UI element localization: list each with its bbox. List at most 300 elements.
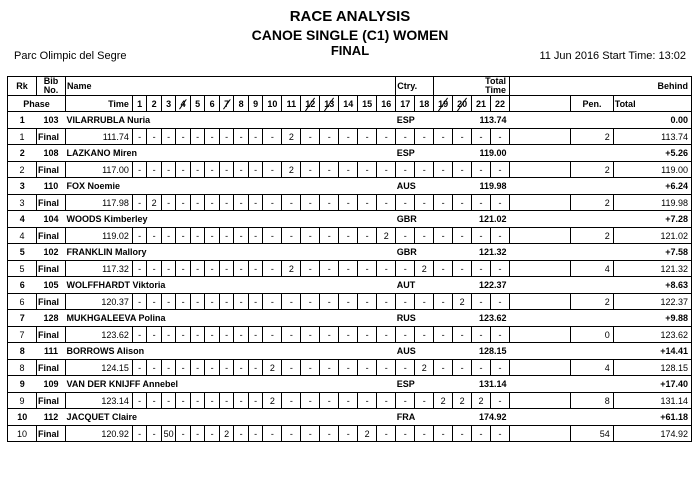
- run-row: [8, 426, 692, 442]
- athlete-rank: 1: [8, 112, 37, 129]
- run-total: 121.02: [613, 228, 691, 244]
- gate-penalty: 2: [282, 162, 301, 178]
- run-phase: Final: [37, 129, 66, 145]
- gate-penalty: -: [176, 327, 191, 343]
- gate-penalty: -: [282, 228, 301, 244]
- gate-penalty: -: [472, 360, 491, 376]
- gate-penalty: -: [132, 129, 147, 145]
- gate-penalty: -: [234, 327, 249, 343]
- gate-penalty: -: [434, 162, 453, 178]
- gate-penalty: -: [219, 162, 234, 178]
- athlete-behind: +6.24: [510, 178, 692, 195]
- gate-penalty: -: [339, 228, 358, 244]
- run-time: 117.32: [66, 261, 133, 277]
- gate-penalty: -: [358, 129, 377, 145]
- gate-3-header: 3: [161, 96, 176, 112]
- run-rank: 10: [8, 426, 37, 442]
- run-row: [8, 393, 692, 409]
- gate-penalty: -: [219, 393, 234, 409]
- gate-13-header: 13: [320, 96, 339, 112]
- gate-penalty: -: [396, 129, 415, 145]
- gate-penalty: -: [147, 327, 162, 343]
- gate-penalty: 2: [453, 393, 472, 409]
- run-row: [8, 360, 692, 376]
- gate-penalty: -: [176, 393, 191, 409]
- run-total: 122.37: [613, 294, 691, 310]
- results-body: [8, 112, 692, 442]
- athlete-row: [8, 376, 692, 393]
- run-rank: 8: [8, 360, 37, 376]
- gate-penalty: -: [147, 360, 162, 376]
- athlete-country: GBR: [396, 247, 417, 257]
- run-total: 123.62: [613, 327, 691, 343]
- gate-penalty: -: [396, 195, 415, 211]
- gate-penalty: -: [339, 294, 358, 310]
- gate-penalty: -: [248, 426, 263, 442]
- run-phase: Final: [37, 393, 66, 409]
- athlete-name: BORROWS Alison: [66, 346, 145, 356]
- gate-penalty: -: [301, 327, 320, 343]
- athlete-country: RUS: [396, 313, 416, 323]
- gate-penalty: -: [190, 327, 205, 343]
- gate-penalty: -: [263, 294, 282, 310]
- athlete-bib: 102: [43, 247, 59, 257]
- gate-penalty: 2: [472, 393, 491, 409]
- run-time: 124.15: [66, 360, 133, 376]
- event-name: CANOE SINGLE (C1) WOMEN: [251, 27, 449, 43]
- gate-penalty: -: [234, 426, 249, 442]
- gate-penalty: -: [491, 261, 510, 277]
- athlete-bib: 103: [43, 115, 59, 125]
- gate-18-header: 18: [415, 96, 434, 112]
- athlete-name: FOX Noemie: [66, 181, 121, 191]
- col-bib: Bib No.: [37, 77, 66, 96]
- athlete-rank: 4: [8, 211, 37, 228]
- athlete-bib: 108: [43, 148, 59, 158]
- run-total: 174.92: [613, 426, 691, 442]
- gate-penalty: -: [472, 327, 491, 343]
- athlete-rank: 5: [8, 244, 37, 261]
- gate-penalty: -: [453, 195, 472, 211]
- athlete-name: MUKHGALEEVA Polina: [66, 313, 166, 323]
- athlete-behind: +7.58: [510, 244, 692, 261]
- gate-penalty: -: [472, 162, 491, 178]
- athlete-behind: +7.28: [510, 211, 692, 228]
- run-spacer: [510, 162, 571, 178]
- gate-penalty: -: [282, 426, 301, 442]
- gate-penalty: -: [301, 360, 320, 376]
- gate-penalty: -: [339, 360, 358, 376]
- gate-penalty: -: [396, 327, 415, 343]
- run-spacer: [510, 327, 571, 343]
- gate-10-header: 10: [263, 96, 282, 112]
- gate-penalty: -: [282, 195, 301, 211]
- gate-penalty: -: [358, 228, 377, 244]
- gate-penalty: -: [190, 294, 205, 310]
- run-spacer: [510, 393, 571, 409]
- run-row: [8, 261, 692, 277]
- athlete-total-time: 123.62: [478, 313, 507, 323]
- gate-penalty: -: [132, 261, 147, 277]
- athlete-row: [8, 277, 692, 294]
- gate-penalty: -: [396, 162, 415, 178]
- gate-penalty: -: [161, 228, 176, 244]
- run-spacer: [510, 195, 571, 211]
- run-row: [8, 327, 692, 343]
- run-time: 119.02: [66, 228, 133, 244]
- header-row-2: [8, 96, 692, 112]
- run-phase: Final: [37, 294, 66, 310]
- gate-20-header: 20: [453, 96, 472, 112]
- gate-penalty: -: [234, 162, 249, 178]
- gate-penalty: -: [472, 426, 491, 442]
- gate-penalty: -: [161, 261, 176, 277]
- gate-penalty: 2: [282, 261, 301, 277]
- gate-penalty: -: [161, 393, 176, 409]
- gate-penalty: -: [453, 162, 472, 178]
- run-row: [8, 228, 692, 244]
- gate-penalty: 2: [219, 426, 234, 442]
- gate-2-header: 2: [147, 96, 162, 112]
- gate-penalty: -: [282, 294, 301, 310]
- gate-penalty: -: [205, 195, 220, 211]
- gate-penalty: -: [377, 360, 396, 376]
- gate-penalty: -: [176, 294, 191, 310]
- gate-penalty: -: [263, 426, 282, 442]
- gate-penalty: -: [176, 228, 191, 244]
- athlete-country: ESP: [396, 379, 415, 389]
- gate-penalty: -: [396, 426, 415, 442]
- athlete-rank: 6: [8, 277, 37, 294]
- gate-penalty: -: [301, 294, 320, 310]
- athlete-rank: 2: [8, 145, 37, 162]
- gate-6-header: 6: [205, 96, 220, 112]
- gate-penalty: -: [320, 228, 339, 244]
- gate-penalty: -: [434, 228, 453, 244]
- gate-penalty: -: [248, 228, 263, 244]
- gate-4-header: 4: [176, 96, 191, 112]
- run-rank: 5: [8, 261, 37, 277]
- run-time: 117.00: [66, 162, 133, 178]
- gate-penalty: -: [301, 261, 320, 277]
- gate-penalty: -: [176, 162, 191, 178]
- gate-penalty: -: [248, 360, 263, 376]
- gate-penalty: 2: [358, 426, 377, 442]
- gate-penalty: -: [161, 195, 176, 211]
- gate-penalty: -: [415, 129, 434, 145]
- gate-penalty: -: [377, 294, 396, 310]
- gate-penalty: -: [282, 393, 301, 409]
- run-total: 128.15: [613, 360, 691, 376]
- athlete-row: [8, 409, 692, 426]
- header-row-1: [8, 77, 692, 96]
- gate-penalty: -: [263, 195, 282, 211]
- gate-penalty: -: [320, 426, 339, 442]
- run-spacer: [510, 294, 571, 310]
- gate-penalty: -: [320, 195, 339, 211]
- gate-penalty: -: [190, 129, 205, 145]
- gate-1-header: 1: [132, 96, 147, 112]
- athlete-country: AUT: [396, 280, 416, 290]
- gate-penalty: -: [453, 327, 472, 343]
- run-penalty-total: 8: [571, 393, 613, 409]
- athlete-total-time: 113.74: [479, 115, 507, 125]
- gate-penalty: -: [339, 261, 358, 277]
- gate-penalty: -: [248, 261, 263, 277]
- gate-penalty: -: [205, 294, 220, 310]
- athlete-name: VAN DER KNIJFF Annebel: [66, 379, 179, 389]
- gate-penalty: -: [377, 261, 396, 277]
- gate-penalty: -: [263, 129, 282, 145]
- gate-penalty: -: [282, 360, 301, 376]
- col-rk: Rk: [8, 77, 37, 96]
- gate-penalty: -: [339, 393, 358, 409]
- gate-penalty: -: [132, 327, 147, 343]
- gate-penalty: -: [491, 393, 510, 409]
- athlete-row: [8, 244, 692, 261]
- run-time: 111.74: [66, 129, 133, 145]
- gate-11-header: 11: [282, 96, 301, 112]
- run-penalty-total: 54: [571, 426, 613, 442]
- gate-penalty: -: [377, 162, 396, 178]
- gate-penalty: -: [147, 261, 162, 277]
- run-rank: 4: [8, 228, 37, 244]
- run-phase: Final: [37, 162, 66, 178]
- run-penalty-total: 2: [571, 294, 613, 310]
- gate-penalty: -: [339, 129, 358, 145]
- gate-penalty: -: [434, 294, 453, 310]
- gate-penalty: -: [396, 294, 415, 310]
- gate-15-header: 15: [358, 96, 377, 112]
- gate-penalty: -: [358, 195, 377, 211]
- gate-penalty: -: [472, 129, 491, 145]
- gate-penalty: -: [263, 228, 282, 244]
- gate-penalty: -: [205, 327, 220, 343]
- gate-penalty: -: [190, 261, 205, 277]
- col-time: Time: [66, 96, 133, 112]
- run-spacer: [510, 360, 571, 376]
- run-phase: Final: [37, 327, 66, 343]
- gate-penalty: -: [301, 426, 320, 442]
- gate-penalty: -: [320, 294, 339, 310]
- athlete-country: GBR: [396, 214, 417, 224]
- gate-penalty: -: [205, 261, 220, 277]
- gate-penalty: -: [377, 195, 396, 211]
- run-penalty-total: 2: [571, 162, 613, 178]
- gate-penalty: -: [472, 195, 491, 211]
- gate-22-header: 22: [491, 96, 510, 112]
- gate-penalty: -: [491, 228, 510, 244]
- gate-penalty: -: [161, 129, 176, 145]
- col-total-time: Total Time: [434, 77, 510, 96]
- gate-penalty: -: [434, 426, 453, 442]
- gate-penalty: -: [205, 129, 220, 145]
- gate-penalty: -: [453, 426, 472, 442]
- gate-penalty: -: [491, 195, 510, 211]
- gate-penalty: -: [219, 360, 234, 376]
- athlete-total-time: 131.14: [478, 379, 507, 389]
- gate-penalty: -: [491, 129, 510, 145]
- gate-penalty: 2: [415, 261, 434, 277]
- gate-penalty: -: [248, 162, 263, 178]
- run-penalty-total: 2: [571, 195, 613, 211]
- athlete-behind: +14.41: [510, 343, 692, 360]
- run-rank: 3: [8, 195, 37, 211]
- gate-penalty: -: [320, 393, 339, 409]
- run-row: [8, 294, 692, 310]
- run-penalty-total: 0: [571, 327, 613, 343]
- run-total: 121.32: [613, 261, 691, 277]
- gate-penalty: -: [176, 261, 191, 277]
- gate-penalty: -: [415, 426, 434, 442]
- gate-penalty: -: [147, 426, 162, 442]
- gate-penalty: -: [234, 195, 249, 211]
- gate-penalty: -: [301, 228, 320, 244]
- run-spacer: [510, 426, 571, 442]
- gate-penalty: -: [320, 261, 339, 277]
- gate-penalty: -: [161, 360, 176, 376]
- gate-penalty: -: [358, 327, 377, 343]
- gate-penalty: -: [396, 393, 415, 409]
- athlete-bib: 105: [43, 280, 59, 290]
- gate-penalty: -: [358, 294, 377, 310]
- gate-penalty: 2: [453, 294, 472, 310]
- gate-8-header: 8: [234, 96, 249, 112]
- report-header: [0, 0, 700, 70]
- athlete-row: [8, 112, 692, 129]
- athlete-behind: +9.88: [510, 310, 692, 327]
- gate-penalty: -: [132, 162, 147, 178]
- gate-9-header: 9: [248, 96, 263, 112]
- col-behind: Behind: [510, 77, 692, 96]
- athlete-country: FRA: [396, 412, 416, 422]
- run-rank: 7: [8, 327, 37, 343]
- gate-penalty: -: [301, 162, 320, 178]
- gate-penalty: -: [339, 327, 358, 343]
- gate-penalty: -: [415, 228, 434, 244]
- athlete-total-time: 122.37: [478, 280, 507, 290]
- athlete-rank: 7: [8, 310, 37, 327]
- athlete-total-time: 128.15: [478, 346, 507, 356]
- col-total: Total: [613, 96, 691, 112]
- run-total: 119.00: [613, 162, 691, 178]
- gate-penalty: -: [234, 294, 249, 310]
- gate-penalty: -: [472, 228, 491, 244]
- gate-penalty: -: [491, 294, 510, 310]
- gate-penalty: -: [301, 393, 320, 409]
- gate-penalty: -: [301, 195, 320, 211]
- run-penalty-total: 2: [571, 129, 613, 145]
- run-time: 123.62: [66, 327, 133, 343]
- gate-penalty: -: [205, 426, 220, 442]
- gate-penalty: -: [434, 129, 453, 145]
- gate-penalty: -: [415, 162, 434, 178]
- athlete-name: JACQUET Claire: [66, 412, 138, 422]
- run-total: 119.98: [613, 195, 691, 211]
- athlete-behind: +5.26: [510, 145, 692, 162]
- run-spacer: [510, 129, 571, 145]
- gate-penalty: -: [491, 360, 510, 376]
- athlete-rank: 9: [8, 376, 37, 393]
- run-spacer: [510, 261, 571, 277]
- run-time: 123.14: [66, 393, 133, 409]
- report-title: RACE ANALYSIS: [289, 8, 411, 25]
- gate-penalty: -: [219, 195, 234, 211]
- gate-penalty: -: [147, 294, 162, 310]
- run-time: 120.92: [66, 426, 133, 442]
- gate-penalty: -: [282, 327, 301, 343]
- gate-penalty: -: [491, 327, 510, 343]
- gate-penalty: -: [132, 426, 147, 442]
- gate-penalty: -: [339, 195, 358, 211]
- athlete-behind: 0.00: [510, 112, 692, 129]
- gate-5-header: 5: [190, 96, 205, 112]
- gate-penalty: -: [234, 228, 249, 244]
- gate-penalty: -: [396, 360, 415, 376]
- gate-penalty: -: [161, 327, 176, 343]
- gate-penalty: -: [434, 195, 453, 211]
- athlete-bib: 128: [43, 313, 59, 323]
- run-row: [8, 162, 692, 178]
- gate-penalty: -: [358, 393, 377, 409]
- gate-penalty: -: [434, 261, 453, 277]
- gate-penalty: -: [205, 162, 220, 178]
- gate-penalty: -: [234, 393, 249, 409]
- col-spacer: [510, 96, 571, 112]
- gate-12-header: 12: [301, 96, 320, 112]
- gate-penalty: -: [132, 393, 147, 409]
- athlete-rank: 10: [8, 409, 37, 426]
- phase-name: FINAL: [330, 43, 370, 58]
- athlete-name: FRANKLIN Mallory: [66, 247, 147, 257]
- gate-penalty: -: [415, 327, 434, 343]
- gate-penalty: -: [132, 228, 147, 244]
- gate-penalty: 2: [377, 228, 396, 244]
- gate-penalty: -: [415, 294, 434, 310]
- col-ctry: Ctry.: [396, 77, 434, 96]
- col-pen: Pen.: [571, 96, 613, 112]
- gate-penalty: -: [339, 162, 358, 178]
- gate-penalty: 2: [263, 360, 282, 376]
- gate-penalty: -: [248, 294, 263, 310]
- gate-penalty: -: [234, 129, 249, 145]
- gate-penalty: -: [434, 327, 453, 343]
- gate-penalty: -: [434, 360, 453, 376]
- gate-penalty: -: [147, 393, 162, 409]
- gate-penalty: -: [205, 393, 220, 409]
- run-penalty-total: 4: [571, 261, 613, 277]
- gate-penalty: -: [472, 294, 491, 310]
- gate-penalty: -: [234, 360, 249, 376]
- gate-penalty: -: [219, 327, 234, 343]
- athlete-bib: 109: [43, 379, 59, 389]
- athlete-bib: 104: [43, 214, 59, 224]
- athlete-bib: 112: [43, 412, 59, 422]
- gate-penalty: -: [132, 294, 147, 310]
- gate-penalty: -: [219, 294, 234, 310]
- run-total: 113.74: [613, 129, 691, 145]
- gate-penalty: -: [396, 228, 415, 244]
- athlete-row: [8, 211, 692, 228]
- gate-penalty: -: [205, 228, 220, 244]
- venue-name: Parc Olimpic del Segre: [14, 50, 127, 62]
- run-phase: Final: [37, 426, 66, 442]
- gate-penalty: -: [190, 162, 205, 178]
- gate-penalty: 2: [147, 195, 162, 211]
- gate-penalty: -: [453, 261, 472, 277]
- gate-penalty: 2: [263, 393, 282, 409]
- athlete-behind: +8.63: [510, 277, 692, 294]
